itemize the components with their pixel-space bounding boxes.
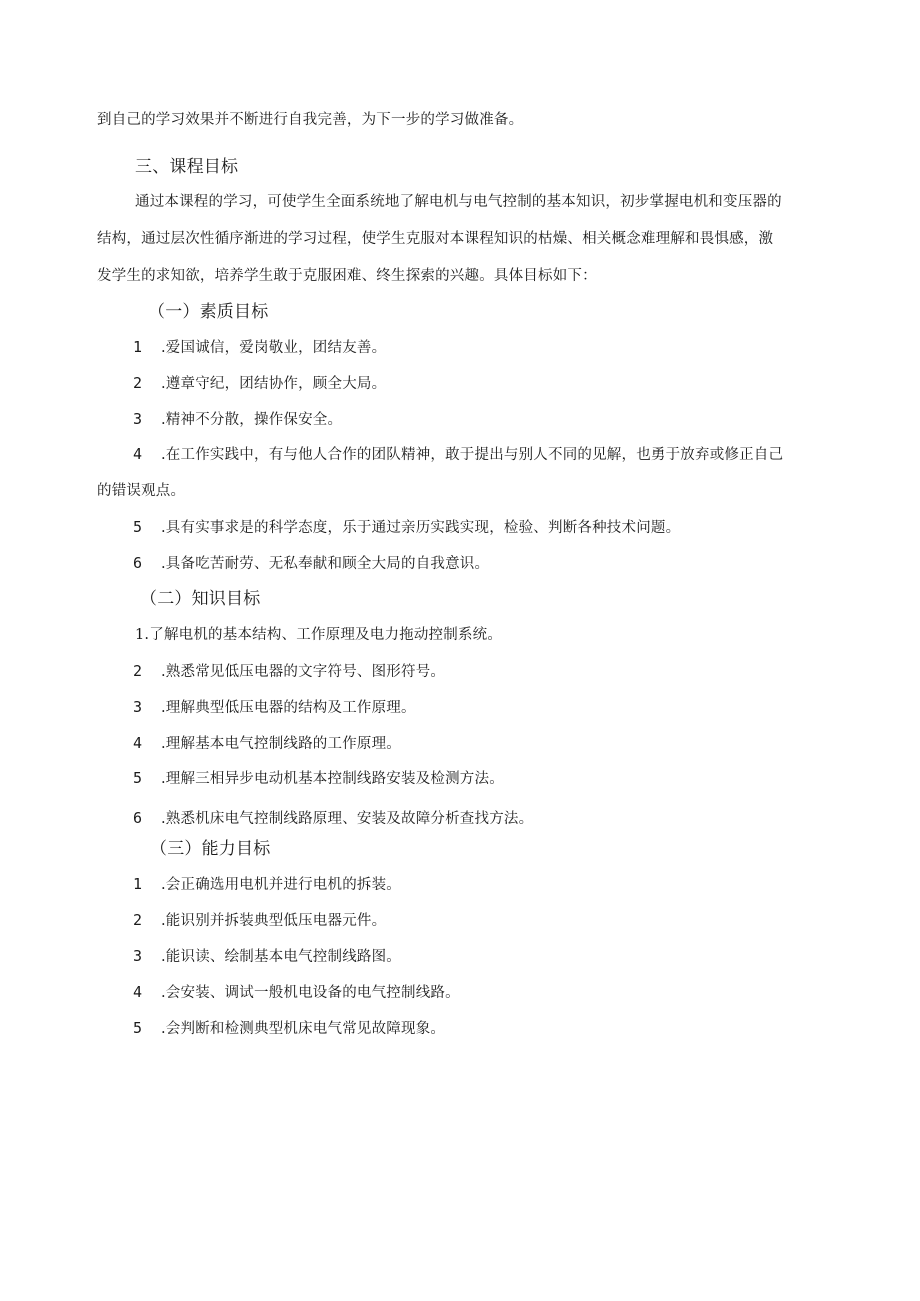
list-item-text: .会判断和检测典型机床电气常见故障现象。 xyxy=(161,1021,446,1037)
list-item-number: 5 xyxy=(133,769,143,787)
list-item-number: 3 xyxy=(133,410,143,428)
list-item-text: 了解电机的基本结构、工作原理及电力拖动控制系统。 xyxy=(149,627,503,643)
list-item xyxy=(133,373,386,394)
list-item-number: 4 xyxy=(133,983,143,1001)
list-item-number: 3 xyxy=(133,698,143,716)
list-item-text: .熟悉机床电气控制线路原理、安装及故障分析查找方法。 xyxy=(161,811,534,827)
section-heading-course-goals: 三、课程目标 xyxy=(135,157,239,177)
list-item xyxy=(133,874,401,895)
list-item xyxy=(133,697,416,718)
list-item-text: .会安装、调试一般机电设备的电气控制线路。 xyxy=(161,985,460,1001)
list-item-number: 1. xyxy=(135,627,150,643)
goals-paragraph-line-2: 结构，通过层次性循序渐进的学习过程，使学生克服对本课程知识的枯燥、相关概念难理解和畏惧感，激 xyxy=(97,231,774,247)
list-item-text: .理解基本电气控制线路的工作原理。 xyxy=(161,736,402,752)
list-item xyxy=(135,625,502,645)
list-item-text: .熟悉常见低压电器的文字符号、图形符号。 xyxy=(161,664,446,680)
list-item xyxy=(133,946,401,967)
list-item xyxy=(133,910,386,931)
goals-paragraph-line-1: 通过本课程的学习，可使学生全面系统地了解电机与电气控制的基本知识，初步掌握电机和变压器的 xyxy=(135,194,782,210)
list-item-number: 6 xyxy=(133,809,143,827)
list-item-text: .遵章守纪，团结协作，顾全大局。 xyxy=(161,376,387,392)
list-item-number: 4 xyxy=(133,445,143,463)
list-item-number: 2 xyxy=(133,911,143,929)
subheading-quality-goals: （一）素质目标 xyxy=(148,302,269,322)
list-item xyxy=(133,808,533,829)
list-item-number: 1 xyxy=(133,875,143,893)
list-item xyxy=(133,517,680,538)
list-item-text: .具备吃苦耐劳、无私奉献和顾全大局的自我意识。 xyxy=(161,556,490,572)
list-item-text: .理解典型低压电器的结构及工作原理。 xyxy=(161,700,416,716)
subheading-knowledge-goals: （二）知识目标 xyxy=(140,589,261,609)
list-item xyxy=(133,1018,445,1039)
list-item xyxy=(133,661,445,682)
list-item-number: 6 xyxy=(133,554,143,572)
list-item-text: .能识别并拆装典型低压电器元件。 xyxy=(161,913,387,929)
intro-continuation: 到自己的学习效果并不断进行自我完善，为下一步的学习做准备。 xyxy=(97,112,524,128)
list-item-number: 2 xyxy=(133,374,143,392)
list-item-number: 5 xyxy=(133,518,143,536)
list-item xyxy=(133,733,401,754)
list-item-text: .爱国诚信，爱岗敬业，团结友善。 xyxy=(161,340,387,356)
list-item-number: 4 xyxy=(133,734,143,752)
goals-paragraph-line-3: 发学生的求知欲，培养学生敢于克服困难、终生探索的兴趣。具体目标如下： xyxy=(97,268,597,284)
list-item-number: 2 xyxy=(133,662,143,680)
list-item-text: .精神不分散，操作保安全。 xyxy=(161,412,343,428)
list-item-continuation: 的错误观点。 xyxy=(97,483,186,499)
list-item-text: .能识读、绘制基本电气控制线路图。 xyxy=(161,949,402,965)
list-item-text: .在工作实践中，有与他人合作的团队精神，敢于提出与别人不同的见解，也勇于放弃或修正自己 xyxy=(161,447,784,463)
list-item xyxy=(133,409,342,430)
list-item-text: .理解三相异步电动机基本控制线路安装及检测方法。 xyxy=(161,771,504,787)
list-item-number: 5 xyxy=(133,1019,143,1037)
list-item-number: 3 xyxy=(133,947,143,965)
subheading-ability-goals: （三）能力目标 xyxy=(150,839,271,859)
list-item xyxy=(133,768,504,789)
list-item-text: .具有实事求是的科学态度，乐于通过亲历实践实现，检验、判断各种技术问题。 xyxy=(161,520,681,536)
list-item-number: 1 xyxy=(133,338,143,356)
list-item xyxy=(133,337,386,358)
list-item-text: .会正确选用电机并进行电机的拆装。 xyxy=(161,877,402,893)
list-item xyxy=(133,982,460,1003)
list-item xyxy=(133,553,489,574)
list-item xyxy=(133,444,783,465)
